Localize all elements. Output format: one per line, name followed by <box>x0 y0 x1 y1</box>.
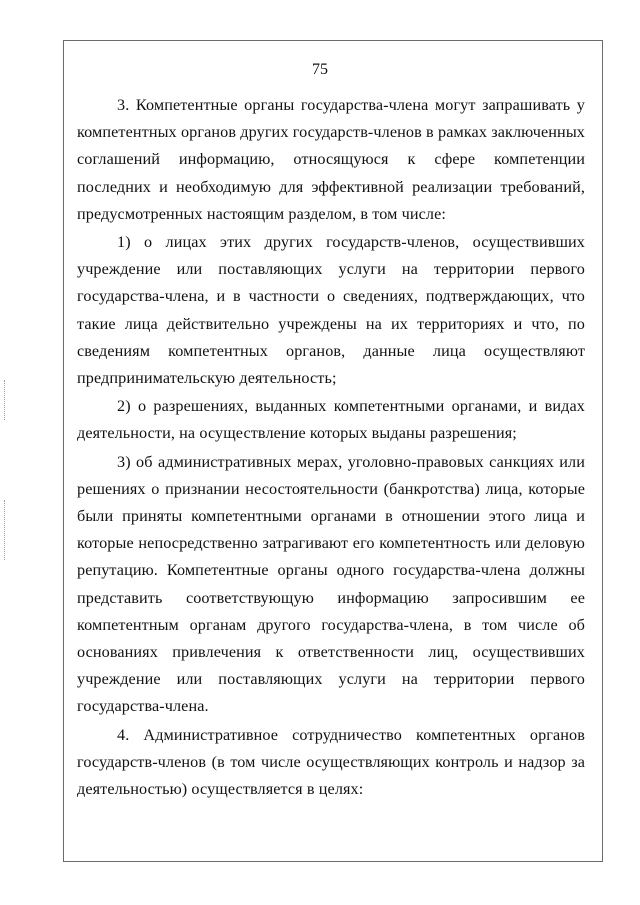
paragraph: 3. Компетентные органы государства-члена могут запрашивать у компетентных органов других государств-членов в рамках заключенных соглашений информацию, относящуюся к сфере компетенции последних и необходимую для эффективной реализации требований, предусмотренных настоящим разделом, в том числе: <box>77 96 585 223</box>
paragraph: 1) о лицах этих других государств-членов, осуществивших учреждение или поставляющих услуги на территории первого государства-члена, и в частности о сведениях, подтверждающих, что такие лица действительно учреждены на их территориях и что, по сведениям компетентных органов, данные лица осуществляют предпринимательскую деятельность; <box>77 233 585 388</box>
paragraph: 4. Административное сотрудничество компетентных органов государств-членов (в том числе осуществляющих контроль и надзор за деятельностью) осуществляется в целях: <box>77 725 585 799</box>
scan-artifact <box>4 500 7 560</box>
scan-artifact <box>4 380 7 420</box>
paragraph: 3) об административных мерах, уголовно-правовых санкциях или решениях о признании несостоятельности (банкротства) лица, которые были приняты компетентными органами в отношении этого лица и которые непосредственно затрагивают его компетентность или деловую репутацию. Компетентные органы одного государства-члена должны представить соответствующую информацию запросившим ее компетентным органам другого государства-члена, в том числе об основаниях привлечения к ответственности лиц, осуществивших учреждение или поставляющих услуги на территории первого государства-члена. <box>77 452 585 716</box>
page-number: 75 <box>312 61 328 78</box>
document-body <box>77 92 585 803</box>
paragraph: 2) о разрешениях, выданных компетентными органами, и видах деятельности, на осуществление которых выданы разрешения; <box>77 397 585 443</box>
